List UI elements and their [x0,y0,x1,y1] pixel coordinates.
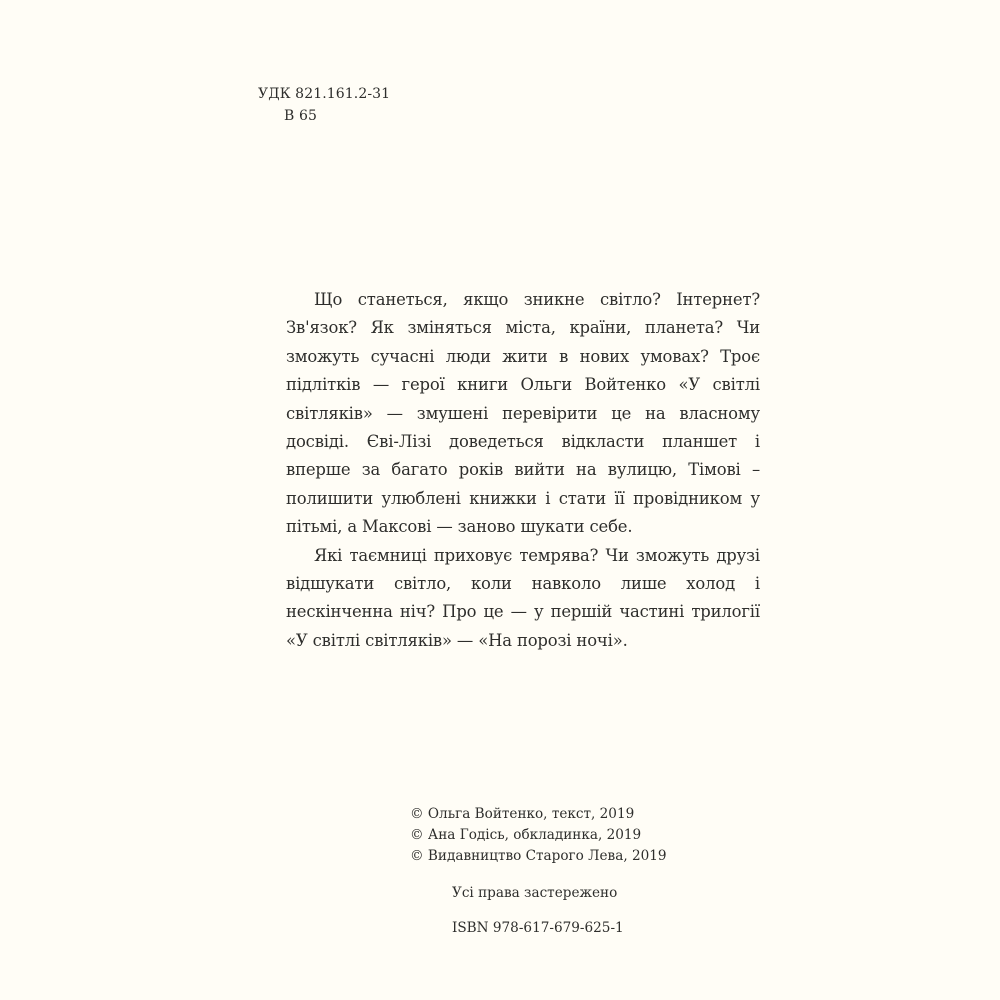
copyright-publisher-line: © Видавництво Старого Лева, 2019 [410,848,667,864]
copyright-block [410,804,710,867]
udc-code: УДК 821.161.2-31 [258,86,391,102]
copyright-cover-line: © Ана Годісь, обкладинка, 2019 [410,827,642,843]
classification-codes [258,83,390,127]
annotation-paragraph: Які таємниці приховує темрява? Чи зможуть друзі відшукати світло, коли навколо лише холод і нескінченна ніч? Про це — у першій частині трилогії «У світлі світляків» — «На порозі ночі». [286,545,760,650]
annotation-paragraph: Що станеться, якщо зникне світло? Інтернет? Зв'язок? Як зміняться міста, країни, планета? Чи зможуть сучасні люди жити в нових умовах? Троє підлітків — герої книги Ольги Войтенко «У світлі світляків» — змушені перевірити це на власному досвіді. Єві-Лізі доведеться відкласти планшет і вперше за багато років вийти на вулицю, Тімові – полишити улюблені книжки і стати її провідником у пітьмі, а Максові — заново шукати себе. [286,290,760,537]
rights-reserved: Усі права застережено [452,885,618,901]
isbn-number: ISBN 978-617-679-625-1 [452,920,624,936]
book-annotation [286,286,760,655]
copyright-text-line: © Ольга Войтенко, текст, 2019 [410,806,635,822]
bbk-code: В 65 [284,108,317,124]
